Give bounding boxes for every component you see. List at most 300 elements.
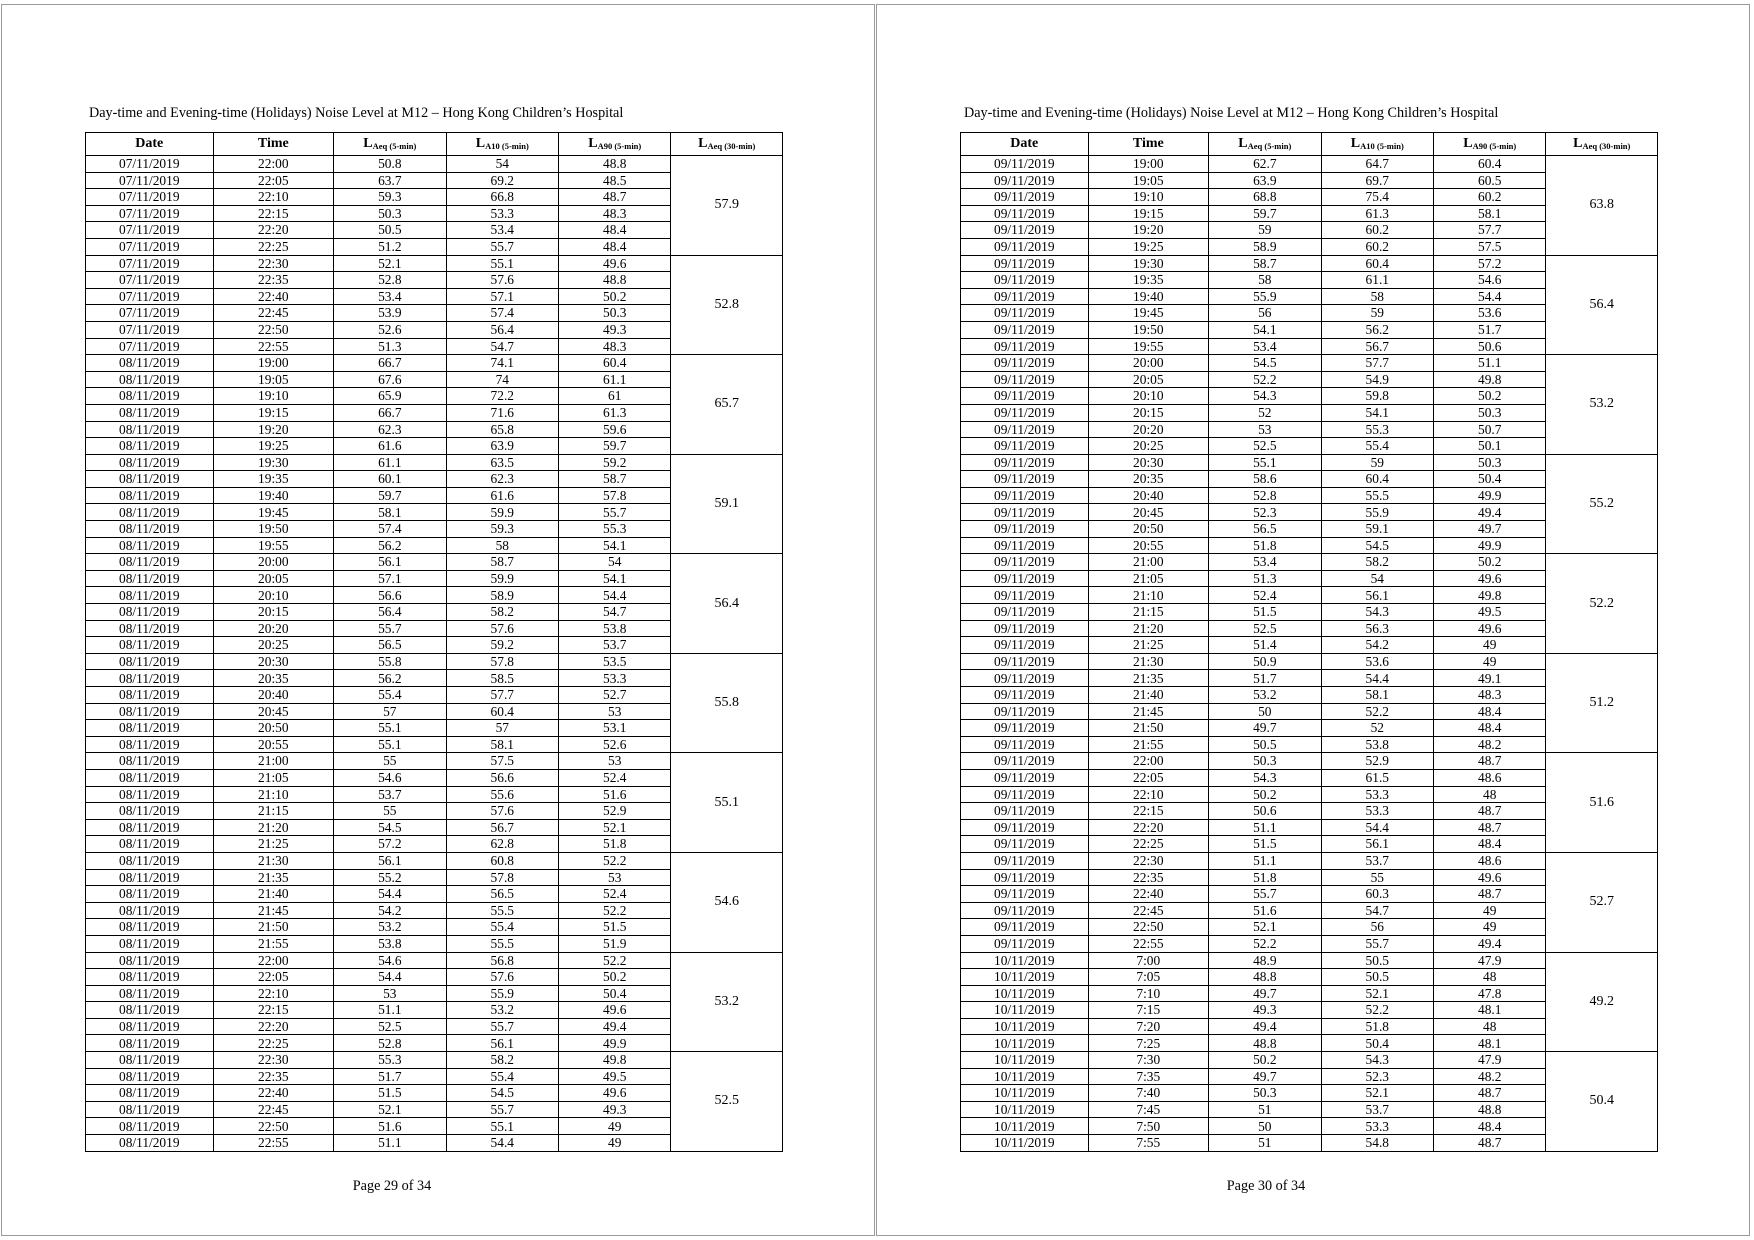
la90-5min-cell: 48.2 [1434, 736, 1546, 753]
date-cell: 08/11/2019 [86, 902, 214, 919]
la10-5min-cell: 54.1 [1321, 404, 1433, 421]
la90-5min-cell: 53 [559, 753, 671, 770]
laeq-5min-cell: 54.2 [334, 902, 446, 919]
date-cell: 08/11/2019 [86, 852, 214, 869]
laeq-5min-cell: 54.5 [1209, 355, 1321, 372]
header-time: Time [213, 133, 334, 156]
laeq-5min-cell: 55 [334, 803, 446, 820]
la10-5min-cell: 55.5 [1321, 487, 1433, 504]
laeq-5min-cell: 55.1 [334, 720, 446, 737]
time-cell: 20:35 [213, 670, 334, 687]
time-cell: 22:25 [1088, 836, 1209, 853]
date-cell: 08/11/2019 [86, 1085, 214, 1102]
laeq-5min-cell: 55.1 [334, 736, 446, 753]
laeq-5min-cell: 61.6 [334, 438, 446, 455]
date-cell: 09/11/2019 [961, 604, 1089, 621]
la90-5min-cell: 49.4 [1434, 504, 1546, 521]
table-body [86, 156, 783, 1152]
table-row [961, 753, 1658, 770]
time-cell: 7:05 [1088, 969, 1209, 986]
laeq-5min-cell: 66.7 [334, 404, 446, 421]
la10-5min-cell: 57.6 [446, 969, 558, 986]
time-cell: 20:55 [213, 736, 334, 753]
time-cell: 20:10 [1088, 388, 1209, 405]
date-cell: 08/11/2019 [86, 587, 214, 604]
time-cell: 19:20 [1088, 222, 1209, 239]
la10-5min-cell: 56.1 [446, 1035, 558, 1052]
laeq-5min-cell: 50.3 [1209, 1085, 1321, 1102]
date-cell: 09/11/2019 [961, 338, 1089, 355]
laeq-5min-cell: 55.4 [334, 687, 446, 704]
la10-5min-cell: 62.8 [446, 836, 558, 853]
date-cell: 08/11/2019 [86, 703, 214, 720]
la90-5min-cell: 58.1 [1434, 205, 1546, 222]
date-cell: 07/11/2019 [86, 238, 214, 255]
time-cell: 19:05 [1088, 172, 1209, 189]
time-cell: 20:05 [213, 570, 334, 587]
la10-5min-cell: 56.7 [446, 819, 558, 836]
time-cell: 20:45 [213, 703, 334, 720]
la10-5min-cell: 74 [446, 371, 558, 388]
laeq-30min-cell: 51.6 [1546, 753, 1658, 853]
header-laeq-5min-sub: Aeq (5-min) [372, 141, 417, 151]
laeq-5min-cell: 51.5 [1209, 836, 1321, 853]
table-row [86, 156, 783, 173]
la10-5min-cell: 55.6 [446, 786, 558, 803]
date-cell: 09/11/2019 [961, 570, 1089, 587]
la10-5min-cell: 53.3 [1321, 1118, 1433, 1135]
laeq-5min-cell: 60.1 [334, 471, 446, 488]
header-la90-5min-sub: A90 (5-min) [1472, 141, 1517, 151]
header-la10-5min [446, 133, 558, 156]
date-cell: 08/11/2019 [86, 969, 214, 986]
date-cell: 08/11/2019 [86, 404, 214, 421]
time-cell: 7:55 [1088, 1135, 1209, 1152]
time-cell: 19:35 [213, 471, 334, 488]
laeq-30min-cell: 50.4 [1546, 1052, 1658, 1152]
date-cell: 09/11/2019 [961, 935, 1089, 952]
time-cell: 20:05 [1088, 371, 1209, 388]
la90-5min-cell: 47.9 [1434, 1052, 1546, 1069]
date-cell: 10/11/2019 [961, 1035, 1089, 1052]
time-cell: 21:05 [213, 769, 334, 786]
time-cell: 19:50 [1088, 321, 1209, 338]
la10-5min-cell: 55.7 [446, 1101, 558, 1118]
la90-5min-cell: 50.4 [1434, 471, 1546, 488]
la90-5min-cell: 54.6 [1434, 272, 1546, 289]
la90-5min-cell: 57.8 [559, 487, 671, 504]
la10-5min-cell: 57 [446, 720, 558, 737]
laeq-5min-cell: 59.3 [334, 189, 446, 206]
la90-5min-cell: 59.2 [559, 454, 671, 471]
date-cell: 09/11/2019 [961, 172, 1089, 189]
la90-5min-cell: 48.3 [559, 205, 671, 222]
la10-5min-cell: 74.1 [446, 355, 558, 372]
la10-5min-cell: 52.2 [1321, 703, 1433, 720]
laeq-5min-cell: 52.1 [334, 1101, 446, 1118]
la90-5min-cell: 59.6 [559, 421, 671, 438]
la10-5min-cell: 54.3 [1321, 604, 1433, 621]
time-cell: 19:55 [1088, 338, 1209, 355]
date-cell: 08/11/2019 [86, 438, 214, 455]
la90-5min-cell: 52.9 [559, 803, 671, 820]
date-cell: 09/11/2019 [961, 803, 1089, 820]
date-cell: 09/11/2019 [961, 404, 1089, 421]
table-row [961, 653, 1658, 670]
la90-5min-cell: 54 [559, 554, 671, 571]
date-cell: 09/11/2019 [961, 786, 1089, 803]
date-cell: 09/11/2019 [961, 388, 1089, 405]
time-cell: 22:50 [1088, 919, 1209, 936]
la10-5min-cell: 57.7 [1321, 355, 1433, 372]
laeq-5min-cell: 52.6 [334, 321, 446, 338]
laeq-5min-cell: 48.8 [1209, 1035, 1321, 1052]
la10-5min-cell: 56.5 [446, 886, 558, 903]
laeq-5min-cell: 56.6 [334, 587, 446, 604]
la90-5min-cell: 54.1 [559, 570, 671, 587]
date-cell: 08/11/2019 [86, 471, 214, 488]
date-cell: 09/11/2019 [961, 902, 1089, 919]
laeq-5min-cell: 51.1 [1209, 852, 1321, 869]
laeq-5min-cell: 51.1 [334, 1135, 446, 1152]
la10-5min-cell: 53.7 [1321, 1101, 1433, 1118]
date-cell: 08/11/2019 [86, 554, 214, 571]
laeq-5min-cell: 51.5 [334, 1085, 446, 1102]
laeq-5min-cell: 51.1 [1209, 819, 1321, 836]
laeq-5min-cell: 62.7 [1209, 156, 1321, 173]
time-cell: 21:30 [213, 852, 334, 869]
time-cell: 20:30 [1088, 454, 1209, 471]
date-cell: 08/11/2019 [86, 836, 214, 853]
la90-5min-cell: 48.4 [559, 238, 671, 255]
date-cell: 10/11/2019 [961, 952, 1089, 969]
la90-5min-cell: 48.7 [1434, 886, 1546, 903]
la90-5min-cell: 48.2 [1434, 1068, 1546, 1085]
table-row [961, 355, 1658, 372]
laeq-5min-cell: 50.2 [1209, 786, 1321, 803]
la90-5min-cell: 47.9 [1434, 952, 1546, 969]
time-cell: 21:40 [1088, 687, 1209, 704]
la10-5min-cell: 58.1 [446, 736, 558, 753]
la10-5min-cell: 59.1 [1321, 521, 1433, 538]
la90-5min-cell: 50.2 [1434, 388, 1546, 405]
table-row [961, 1052, 1658, 1069]
la90-5min-cell: 48.4 [1434, 703, 1546, 720]
date-cell: 08/11/2019 [86, 604, 214, 621]
la10-5min-cell: 58.1 [1321, 687, 1433, 704]
time-cell: 7:35 [1088, 1068, 1209, 1085]
laeq-5min-cell: 53.2 [1209, 687, 1321, 704]
la10-5min-cell: 58.7 [446, 554, 558, 571]
date-cell: 09/11/2019 [961, 521, 1089, 538]
time-cell: 21:00 [1088, 554, 1209, 571]
la90-5min-cell: 48.7 [1434, 819, 1546, 836]
date-cell: 08/11/2019 [86, 421, 214, 438]
la90-5min-cell: 55.3 [559, 521, 671, 538]
la90-5min-cell: 52.6 [559, 736, 671, 753]
la10-5min-cell: 57.1 [446, 288, 558, 305]
date-cell: 09/11/2019 [961, 587, 1089, 604]
laeq-5min-cell: 52.3 [1209, 504, 1321, 521]
date-cell: 08/11/2019 [86, 504, 214, 521]
date-cell: 10/11/2019 [961, 1018, 1089, 1035]
laeq-5min-cell: 56.1 [334, 852, 446, 869]
time-cell: 22:40 [213, 288, 334, 305]
la10-5min-cell: 54.9 [1321, 371, 1433, 388]
la90-5min-cell: 52.1 [559, 819, 671, 836]
time-cell: 22:30 [213, 255, 334, 272]
date-cell: 09/11/2019 [961, 471, 1089, 488]
la10-5min-cell: 61.5 [1321, 769, 1433, 786]
time-cell: 22:20 [1088, 819, 1209, 836]
la90-5min-cell: 49 [1434, 637, 1546, 654]
laeq-5min-cell: 52.1 [334, 255, 446, 272]
laeq-5min-cell: 55.9 [1209, 288, 1321, 305]
laeq-30min-cell: 56.4 [671, 554, 783, 654]
la90-5min-cell: 48.4 [1434, 836, 1546, 853]
la90-5min-cell: 50.3 [1434, 454, 1546, 471]
la90-5min-cell: 49.9 [1434, 487, 1546, 504]
laeq-30min-cell: 55.2 [1546, 454, 1658, 554]
la90-5min-cell: 53.7 [559, 637, 671, 654]
laeq-5min-cell: 56 [1209, 305, 1321, 322]
laeq-30min-cell: 54.6 [671, 852, 783, 952]
la10-5min-cell: 63.9 [446, 438, 558, 455]
date-cell: 07/11/2019 [86, 156, 214, 173]
date-cell: 09/11/2019 [961, 205, 1089, 222]
header-laeq-5min [334, 133, 446, 156]
laeq-5min-cell: 50.2 [1209, 1052, 1321, 1069]
laeq-5min-cell: 50.9 [1209, 653, 1321, 670]
date-cell: 09/11/2019 [961, 454, 1089, 471]
laeq-5min-cell: 52.2 [1209, 371, 1321, 388]
la90-5min-cell: 54.7 [559, 604, 671, 621]
header-date: Date [961, 133, 1089, 156]
la10-5min-cell: 60.2 [1321, 222, 1433, 239]
time-cell: 22:40 [213, 1085, 334, 1102]
laeq-5min-cell: 50.5 [334, 222, 446, 239]
date-cell: 07/11/2019 [86, 321, 214, 338]
la10-5min-cell: 60.4 [1321, 471, 1433, 488]
la10-5min-cell: 54.3 [1321, 1052, 1433, 1069]
time-cell: 22:05 [1088, 769, 1209, 786]
la90-5min-cell: 49.8 [1434, 371, 1546, 388]
la10-5min-cell: 53.3 [1321, 803, 1433, 820]
la90-5min-cell: 55.7 [559, 504, 671, 521]
time-cell: 21:35 [213, 869, 334, 886]
time-cell: 22:55 [213, 338, 334, 355]
table-header-row [961, 133, 1658, 156]
table-row [961, 952, 1658, 969]
time-cell: 21:25 [213, 836, 334, 853]
laeq-5min-cell: 51.8 [1209, 537, 1321, 554]
laeq-5min-cell: 58.7 [1209, 255, 1321, 272]
la90-5min-cell: 61.3 [559, 404, 671, 421]
time-cell: 21:10 [1088, 587, 1209, 604]
la90-5min-cell: 53 [559, 869, 671, 886]
date-cell: 09/11/2019 [961, 371, 1089, 388]
la10-5min-cell: 54.4 [1321, 819, 1433, 836]
la10-5min-cell: 54.8 [1321, 1135, 1433, 1152]
la10-5min-cell: 58 [446, 537, 558, 554]
time-cell: 7:40 [1088, 1085, 1209, 1102]
la90-5min-cell: 50.3 [1434, 404, 1546, 421]
date-cell: 08/11/2019 [86, 803, 214, 820]
la10-5min-cell: 59 [1321, 305, 1433, 322]
time-cell: 22:25 [213, 238, 334, 255]
time-cell: 20:40 [1088, 487, 1209, 504]
la10-5min-cell: 55.1 [446, 1118, 558, 1135]
time-cell: 21:45 [213, 902, 334, 919]
laeq-5min-cell: 51.2 [334, 238, 446, 255]
date-cell: 09/11/2019 [961, 288, 1089, 305]
laeq-5min-cell: 57.2 [334, 836, 446, 853]
time-cell: 22:45 [1088, 902, 1209, 919]
time-cell: 22:20 [213, 222, 334, 239]
time-cell: 19:55 [213, 537, 334, 554]
table-row [86, 653, 783, 670]
la90-5min-cell: 48 [1434, 969, 1546, 986]
time-cell: 20:25 [213, 637, 334, 654]
la90-5min-cell: 48.4 [559, 222, 671, 239]
laeq-5min-cell: 56.2 [334, 537, 446, 554]
la10-5min-cell: 56.3 [1321, 620, 1433, 637]
table-row [961, 156, 1658, 173]
time-cell: 21:25 [1088, 637, 1209, 654]
la90-5min-cell: 51.5 [559, 919, 671, 936]
time-cell: 21:20 [1088, 620, 1209, 637]
date-cell: 07/11/2019 [86, 189, 214, 206]
header-la10-5min-sub: A10 (5-min) [485, 141, 529, 151]
date-cell: 07/11/2019 [86, 272, 214, 289]
time-cell: 20:25 [1088, 438, 1209, 455]
la10-5min-cell: 57.8 [446, 653, 558, 670]
la90-5min-cell: 48.1 [1434, 1002, 1546, 1019]
la90-5min-cell: 51.9 [559, 935, 671, 952]
date-cell: 07/11/2019 [86, 205, 214, 222]
laeq-5min-cell: 56.5 [334, 637, 446, 654]
la10-5min-cell: 50.5 [1321, 969, 1433, 986]
la10-5min-cell: 53.8 [1321, 736, 1433, 753]
time-cell: 22:40 [1088, 886, 1209, 903]
date-cell: 09/11/2019 [961, 487, 1089, 504]
date-cell: 10/11/2019 [961, 1118, 1089, 1135]
la90-5min-cell: 49.6 [559, 255, 671, 272]
laeq-5min-cell: 51.6 [334, 1118, 446, 1135]
laeq-5min-cell: 56.4 [334, 604, 446, 621]
time-cell: 21:10 [213, 786, 334, 803]
la90-5min-cell: 51.7 [1434, 321, 1546, 338]
laeq-30min-cell: 55.8 [671, 653, 783, 753]
la90-5min-cell: 49.8 [1434, 587, 1546, 604]
time-cell: 20:20 [1088, 421, 1209, 438]
time-cell: 19:00 [1088, 156, 1209, 173]
la10-5min-cell: 55 [1321, 869, 1433, 886]
time-cell: 22:55 [1088, 935, 1209, 952]
laeq-5min-cell: 55.1 [1209, 454, 1321, 471]
date-cell: 07/11/2019 [86, 255, 214, 272]
laeq-5min-cell: 58.1 [334, 504, 446, 521]
la90-5min-cell: 49 [559, 1135, 671, 1152]
table-row [86, 753, 783, 770]
laeq-5min-cell: 58 [1209, 272, 1321, 289]
la90-5min-cell: 48.4 [1434, 1118, 1546, 1135]
date-cell: 09/11/2019 [961, 222, 1089, 239]
header-la10-5min-main: L [1350, 136, 1361, 151]
la10-5min-cell: 56.2 [1321, 321, 1433, 338]
date-cell: 09/11/2019 [961, 272, 1089, 289]
la10-5min-cell: 56.4 [446, 321, 558, 338]
la10-5min-cell: 60.8 [446, 852, 558, 869]
time-cell: 19:30 [213, 454, 334, 471]
date-cell: 08/11/2019 [86, 1118, 214, 1135]
laeq-5min-cell: 57.1 [334, 570, 446, 587]
date-cell: 07/11/2019 [86, 338, 214, 355]
header-laeq-30min-sub: Aeq (30-min) [707, 141, 756, 151]
la90-5min-cell: 57.5 [1434, 238, 1546, 255]
la10-5min-cell: 54.5 [1321, 537, 1433, 554]
laeq-5min-cell: 51.3 [334, 338, 446, 355]
date-cell: 09/11/2019 [961, 438, 1089, 455]
la10-5min-cell: 52.1 [1321, 985, 1433, 1002]
date-cell: 08/11/2019 [86, 1018, 214, 1035]
laeq-5min-cell: 57 [334, 703, 446, 720]
date-cell: 09/11/2019 [961, 703, 1089, 720]
date-cell: 09/11/2019 [961, 720, 1089, 737]
la10-5min-cell: 53.7 [1321, 852, 1433, 869]
time-cell: 22:15 [213, 1002, 334, 1019]
la10-5min-cell: 52.9 [1321, 753, 1433, 770]
laeq-30min-cell: 51.2 [1546, 653, 1658, 753]
header-laeq-30min-main: L [698, 136, 708, 151]
date-cell: 08/11/2019 [86, 570, 214, 587]
time-cell: 19:40 [1088, 288, 1209, 305]
la90-5min-cell: 60.5 [1434, 172, 1546, 189]
la10-5min-cell: 71.6 [446, 404, 558, 421]
la10-5min-cell: 55.4 [446, 919, 558, 936]
time-cell: 20:35 [1088, 471, 1209, 488]
laeq-5min-cell: 54.3 [1209, 388, 1321, 405]
la90-5min-cell: 49.7 [1434, 521, 1546, 538]
laeq-5min-cell: 52.8 [334, 1035, 446, 1052]
laeq-5min-cell: 68.8 [1209, 189, 1321, 206]
laeq-5min-cell: 49.7 [1209, 1068, 1321, 1085]
la10-5min-cell: 55.7 [446, 238, 558, 255]
la90-5min-cell: 61 [559, 388, 671, 405]
time-cell: 21:35 [1088, 670, 1209, 687]
la90-5min-cell: 48 [1434, 1018, 1546, 1035]
la90-5min-cell: 53 [559, 703, 671, 720]
la90-5min-cell: 49.3 [559, 1101, 671, 1118]
table-caption: Day-time and Evening-time (Holidays) Noise Level at M12 – Hong Kong Children’s Hospital [964, 105, 1499, 121]
laeq-5min-cell: 56.2 [334, 670, 446, 687]
laeq-5min-cell: 58.9 [1209, 238, 1321, 255]
time-cell: 7:00 [1088, 952, 1209, 969]
header-laeq-30min [1546, 133, 1658, 156]
la10-5min-cell: 58.2 [446, 604, 558, 621]
la10-5min-cell: 57.6 [446, 272, 558, 289]
date-cell: 08/11/2019 [86, 487, 214, 504]
date-cell: 08/11/2019 [86, 1002, 214, 1019]
time-cell: 22:30 [213, 1052, 334, 1069]
la90-5min-cell: 48.6 [1434, 769, 1546, 786]
laeq-30min-cell: 59.1 [671, 454, 783, 554]
la90-5min-cell: 60.2 [1434, 189, 1546, 206]
la10-5min-cell: 52.3 [1321, 1068, 1433, 1085]
la90-5min-cell: 53.6 [1434, 305, 1546, 322]
laeq-5min-cell: 55.3 [334, 1052, 446, 1069]
table-body [961, 156, 1658, 1152]
